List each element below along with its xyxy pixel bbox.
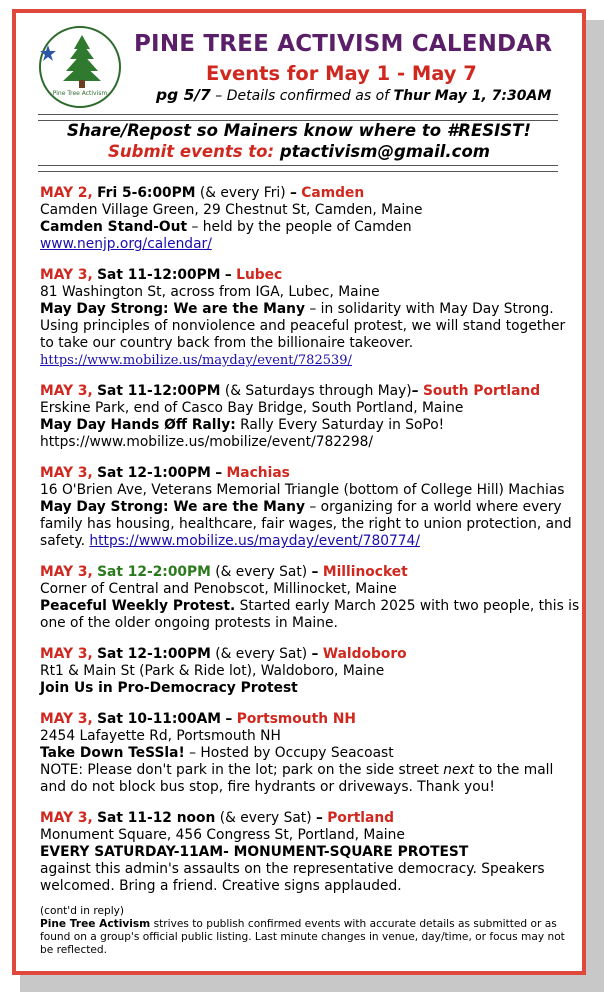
event-dash: – xyxy=(215,465,223,481)
event-time: Sat 12-1:00PM xyxy=(97,465,211,481)
event-desc: Rally Every Saturday in SoPo! xyxy=(240,417,445,433)
event-time: Sat 11-12 noon xyxy=(97,810,216,826)
event-item xyxy=(40,711,580,796)
event-recurrence: (& every Sat) xyxy=(215,564,308,580)
confirmed-date: Thur May 1, 7:30AM xyxy=(393,88,552,104)
page-subtitle: Events for May 1 - May 7 xyxy=(206,62,477,85)
event-name: May Day Hands Øff Rally: xyxy=(40,417,236,433)
footer-disclaimer: strives to publish confirmed events with accurate details as submitted or as found on a group's official public listing. Last minute changes in venue, day/time, or focus may not be reflected. xyxy=(40,918,565,956)
event-town: Portsmouth NH xyxy=(236,711,356,727)
event-desc: – organizing for a world where every family has housing, healthcare, fair wages, the right to union protection, and safety. xyxy=(40,499,572,549)
event-address: Monument Square, 456 Congress St, Portland, Maine xyxy=(40,827,405,843)
event-item xyxy=(40,646,580,697)
event-time: Sat 12-2:00PM xyxy=(97,564,211,580)
event-town: Lubec xyxy=(236,267,283,283)
submit-label: Submit events to: xyxy=(108,142,275,161)
event-town: Camden xyxy=(301,185,365,201)
event-dash: – xyxy=(224,267,232,283)
event-town: South Portland xyxy=(422,383,541,399)
event-item xyxy=(40,185,580,253)
event-address: Camden Village Green, 29 Chestnut St, Camden, Maine xyxy=(40,202,423,218)
header xyxy=(16,13,582,113)
event-recurrence: (& Saturdays through May) xyxy=(224,383,412,399)
event-date: MAY 3, xyxy=(40,646,93,662)
event-item xyxy=(40,267,580,369)
share-line: Share/Repost so Mainers know where to #RESIST! xyxy=(67,121,531,140)
event-desc: – Hosted by Occupy Seacoast xyxy=(189,745,394,761)
divider-bottom xyxy=(38,165,558,172)
event-link[interactable]: https://www.mobilize.us/mayday/event/780774/ xyxy=(89,533,420,549)
submit-line xyxy=(16,142,582,161)
event-dash: – xyxy=(316,810,323,826)
footer xyxy=(40,905,578,957)
event-dash: – xyxy=(311,646,319,662)
event-item xyxy=(40,564,580,632)
page-title: PINE TREE ACTIVISM CALENDAR xyxy=(134,31,553,57)
event-name: Peaceful Weekly Protest. xyxy=(40,598,236,614)
event-time: Sat 11-12:00PM xyxy=(97,383,221,399)
continued-note: (cont'd in reply) xyxy=(40,905,125,917)
event-note: NOTE: Please don't park in the lot; park on the side street xyxy=(40,762,439,778)
event-date: MAY 3, xyxy=(40,383,93,399)
event-address: Corner of Central and Penobscot, Millinocket, Maine xyxy=(40,581,397,597)
event-dash: – xyxy=(411,383,419,399)
event-date: MAY 3, xyxy=(40,267,93,283)
event-address: 16 O'Brien Ave, Veterans Memorial Triangle (bottom of College Hill) Machias xyxy=(40,482,565,498)
calendar-card xyxy=(12,9,586,975)
divider-top xyxy=(38,114,558,121)
event-address: Rt1 & Main St (Park & Ride lot), Waldoboro, Maine xyxy=(40,663,385,679)
event-recurrence: (& every Sat) xyxy=(215,646,308,662)
event-date: MAY 3, xyxy=(40,810,93,826)
event-desc: Started early March 2025 with two people, this is one of the older ongoing protests in Maine. xyxy=(40,598,580,631)
submit-email[interactable]: ptactivism@gmail.com xyxy=(279,142,490,161)
page-info xyxy=(156,86,551,104)
event-address: Erskine Park, end of Casco Bay Bridge, South Portland, Maine xyxy=(40,400,464,416)
event-date: MAY 2, xyxy=(40,185,93,201)
event-time: Fri 5-6:00PM xyxy=(97,185,196,201)
event-name: EVERY SATURDAY-11AM- MONUMENT-SQUARE PROTEST xyxy=(40,844,469,860)
event-link[interactable]: https://www.mobilize.us/mayday/event/782539/ xyxy=(40,353,352,368)
event-name: Take Down TeSSla! xyxy=(40,745,185,761)
event-dash: – xyxy=(290,185,297,201)
event-town: Machias xyxy=(226,465,290,481)
event-date: MAY 3, xyxy=(40,564,93,580)
footer-org: Pine Tree Activism xyxy=(40,918,151,930)
event-time: Sat 11-12:00PM xyxy=(97,267,221,283)
event-name: May Day Strong: We are the Many xyxy=(40,499,305,515)
event-list xyxy=(40,185,580,909)
event-desc: – in solidarity with May Day Strong. Using principles of nonviolence and peaceful protest, we will stand together to take our country back from the billionaire takeover. xyxy=(40,301,566,351)
event-recurrence: (& every Sat) xyxy=(219,810,312,826)
event-dash: – xyxy=(311,564,319,580)
event-recurrence: (& every Fri) xyxy=(199,185,286,201)
event-link[interactable]: www.nenjp.org/calendar/ xyxy=(40,236,212,252)
event-time: Sat 12-1:00PM xyxy=(97,646,211,662)
event-date: MAY 3, xyxy=(40,465,93,481)
event-address: 81 Washington St, across from IGA, Lubec, Maine xyxy=(40,284,380,300)
event-note-emphasis: next xyxy=(443,762,475,778)
page-number: pg 5/7 xyxy=(156,86,211,104)
event-desc: against this admin's assaults on the representative democracy. Speakers welcomed. Bring a friend. Creative signs applauded. xyxy=(40,861,545,894)
event-item xyxy=(40,465,580,550)
event-date: MAY 3, xyxy=(40,711,93,727)
event-dash: – xyxy=(225,711,233,727)
event-time: Sat 10-11:00AM xyxy=(97,711,222,727)
event-item xyxy=(40,383,580,451)
event-item xyxy=(40,810,580,895)
event-town: Millinocket xyxy=(322,564,408,580)
pine-tree-logo xyxy=(38,25,122,109)
confirmed-prefix: – Details confirmed as of xyxy=(215,88,390,104)
event-town: Portland xyxy=(327,810,395,826)
event-name: Camden Stand-Out xyxy=(40,219,188,235)
event-address: 2454 Lafayette Rd, Portsmouth NH xyxy=(40,728,281,744)
event-link[interactable]: https://www.mobilize.us/mobilize/event/782298/ xyxy=(40,434,374,450)
logo-text: Pine Tree Activism xyxy=(52,90,108,97)
event-name: Join Us in Pro-Democracy Protest xyxy=(40,680,298,696)
event-desc: – held by the people of Camden xyxy=(191,219,412,235)
event-note-end: to the mall and do not block bus stop, fire hydrants or driveways. Thank you! xyxy=(40,762,554,795)
event-name: May Day Strong: We are the Many xyxy=(40,301,305,317)
event-town: Waldoboro xyxy=(322,646,407,662)
